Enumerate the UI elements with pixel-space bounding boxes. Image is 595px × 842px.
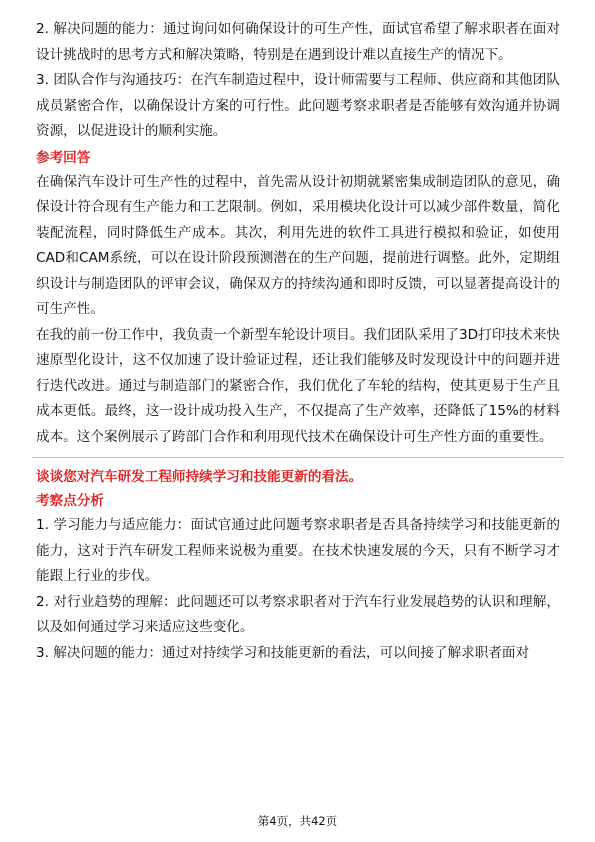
reference-paragraph-1: 在确保汽车设计可生产性的过程中，首先需从设计初期就紧密集成制造团队的意见，确保设计符合现有生产能力和工艺限制。例如，采用模块化设计可以减少部件数量，简化装配流程，同时降低生产成本。其次，利用先进的软件工具进行模拟和验证，如使用CAD和CAM系统，可以在设计阶段预测潜在的生产问题，提前进行调整。此外，定期组织设计与制造团队的评审会议，确保双方的持续沟通和即时反馈，可以显著提高设计的可生产性。 [36, 173, 560, 317]
reference-answer-heading: 参考回答 [36, 149, 91, 166]
question-heading: 谈谈您对汽车研发工程师持续学习和技能更新的看法。 [36, 469, 363, 485]
paragraph-teamwork: 3. 团队合作与沟通技巧：在汽车制造过程中，设计师需要与工程师、供应商和其他团队成员紧密合作，以确保设计方案的可行性。此问题考察求职者是否能够有效沟通并协调资源，以促进设计的顺利实施。 [36, 72, 560, 139]
analysis-paragraph-3: 3. 解决问题的能力：通过对持续学习和技能更新的看法，可以间接了解求职者面对 [36, 644, 530, 661]
page-content [36, 17, 560, 666]
section-divider [32, 457, 564, 458]
paragraph-problem-solving: 2. 解决问题的能力：通过询问如何确保设计的可生产性，面试官希望了解求职者在面对设计挑战时的思考方式和解决策略，特别是在遇到设计难以直接生产的情况下。 [36, 21, 560, 63]
page-footer: 第4页，共42页 [257, 814, 338, 828]
analysis-paragraph-2: 2. 对行业趋势的理解：此问题还可以考察求职者对于汽车行业发展趋势的认识和理解，以及如何通过学习来适应这些变化。 [36, 593, 560, 635]
analysis-heading: 考察点分析 [36, 493, 104, 509]
reference-paragraph-2: 在我的前一份工作中，我负责一个新型车轮设计项目。我们团队采用了3D打印技术来快速原型化设计，这不仅加速了设计验证过程，还让我们能够及时发现设计中的问题并进行迭代改进。通过与制造部门的紧密合作，我们优化了车轮的结构，使其更易于生产且成本更低。最终，这一设计成功投入生产，不仅提高了生产效率，还降低了15%的材料成本。这个案例展示了跨部门合作和利用现代技术在确保设计可生产性方面的重要性。 [36, 326, 560, 445]
analysis-paragraph-1: 1. 学习能力与适应能力：面试官通过此问题考察求职者是否具备持续学习和技能更新的能力，这对于汽车研发工程师来说极为重要。在技术快速发展的今天，只有不断学习才能跟上行业的步伐。 [36, 517, 560, 584]
